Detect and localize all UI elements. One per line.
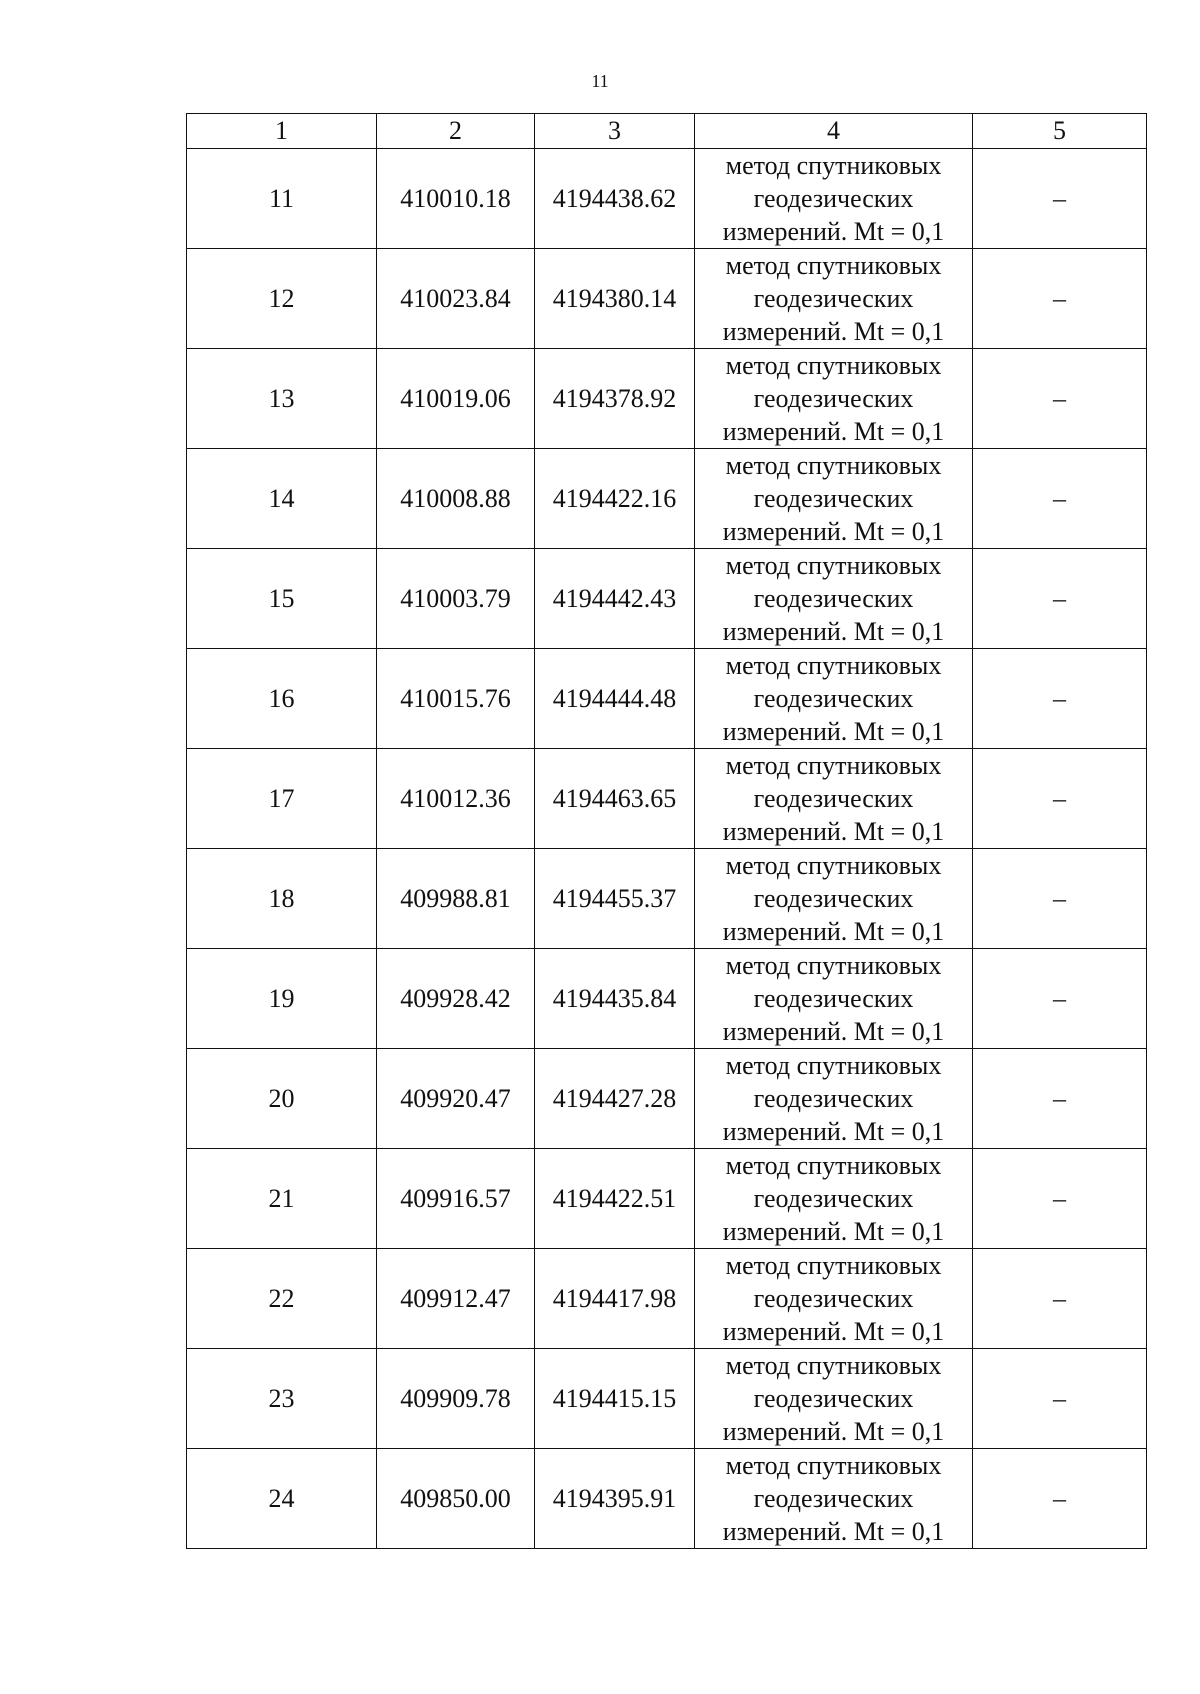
coord-y: 4194422.16 <box>535 449 695 549</box>
method-line-3: измерений. Mt = 0,1 <box>722 517 945 546</box>
coord-x: 410023.84 <box>377 249 535 349</box>
method-line-1: метод спутниковых <box>725 951 942 980</box>
coord-x: 410003.79 <box>377 549 535 649</box>
point-number: 20 <box>187 1049 377 1149</box>
method-line-1: метод спутниковых <box>725 251 942 280</box>
table-row <box>187 249 1147 349</box>
coord-x: 410008.88 <box>377 449 535 549</box>
coord-y: 4194435.84 <box>535 949 695 1049</box>
coord-y: 4194417.98 <box>535 1249 695 1349</box>
table-row <box>187 849 1147 949</box>
header-col-4: 4 <box>695 114 973 149</box>
method-cell <box>695 649 973 749</box>
note-cell: – <box>973 449 1147 549</box>
coord-y: 4194415.15 <box>535 1349 695 1449</box>
method-line-3: измерений. Mt = 0,1 <box>722 317 945 346</box>
method-line-2: геодезических <box>753 584 914 613</box>
method-cell <box>695 349 973 449</box>
method-line-1: метод спутниковых <box>725 551 942 580</box>
coord-x: 409850.00 <box>377 1449 535 1549</box>
coord-y: 4194455.37 <box>535 849 695 949</box>
point-number: 16 <box>187 649 377 749</box>
coord-x: 409909.78 <box>377 1349 535 1449</box>
point-number: 17 <box>187 749 377 849</box>
note-cell: – <box>973 349 1147 449</box>
method-line-2: геодезических <box>753 484 914 513</box>
method-line-1: метод спутниковых <box>725 651 942 680</box>
method-line-1: метод спутниковых <box>725 451 942 480</box>
coord-x: 409928.42 <box>377 949 535 1049</box>
method-line-3: измерений. Mt = 0,1 <box>722 1117 945 1146</box>
coord-y: 4194380.14 <box>535 249 695 349</box>
table-row <box>187 649 1147 749</box>
method-cell <box>695 249 973 349</box>
method-line-2: геодезических <box>753 1384 914 1413</box>
table-row <box>187 1249 1147 1349</box>
method-line-3: измерений. Mt = 0,1 <box>722 917 945 946</box>
coord-x: 409920.47 <box>377 1049 535 1149</box>
method-line-3: измерений. Mt = 0,1 <box>722 1517 945 1546</box>
method-line-1: метод спутниковых <box>725 851 942 880</box>
coord-y: 4194463.65 <box>535 749 695 849</box>
method-cell <box>695 149 973 249</box>
table-row <box>187 1449 1147 1549</box>
table-header <box>187 114 1147 149</box>
method-line-2: геодезических <box>753 684 914 713</box>
note-cell: – <box>973 849 1147 949</box>
method-cell <box>695 1449 973 1549</box>
method-line-2: геодезических <box>753 1484 914 1513</box>
header-row <box>187 114 1147 149</box>
coord-y: 4194422.51 <box>535 1149 695 1249</box>
note-cell: – <box>973 1149 1147 1249</box>
method-line-1: метод спутниковых <box>725 151 942 180</box>
coord-x: 410015.76 <box>377 649 535 749</box>
method-line-1: метод спутниковых <box>725 1151 942 1180</box>
method-cell <box>695 549 973 649</box>
method-cell <box>695 1249 973 1349</box>
note-cell: – <box>973 1249 1147 1349</box>
point-number: 12 <box>187 249 377 349</box>
method-line-3: измерений. Mt = 0,1 <box>722 417 945 446</box>
coordinates-table <box>186 113 1147 1549</box>
point-number: 18 <box>187 849 377 949</box>
coord-y: 4194442.43 <box>535 549 695 649</box>
table-row <box>187 549 1147 649</box>
coord-x: 409912.47 <box>377 1249 535 1349</box>
point-number: 13 <box>187 349 377 449</box>
method-line-1: метод спутниковых <box>725 1451 942 1480</box>
coord-y: 4194438.62 <box>535 149 695 249</box>
note-cell: – <box>973 1449 1147 1549</box>
coord-y: 4194444.48 <box>535 649 695 749</box>
method-cell <box>695 449 973 549</box>
method-line-3: измерений. Mt = 0,1 <box>722 717 945 746</box>
method-line-2: геодезических <box>753 984 914 1013</box>
table-row <box>187 149 1147 249</box>
point-number: 14 <box>187 449 377 549</box>
point-number: 24 <box>187 1449 377 1549</box>
coord-x: 409988.81 <box>377 849 535 949</box>
coord-x: 410012.36 <box>377 749 535 849</box>
coord-y: 4194395.91 <box>535 1449 695 1549</box>
table-row <box>187 449 1147 549</box>
note-cell: – <box>973 549 1147 649</box>
point-number: 21 <box>187 1149 377 1249</box>
method-line-2: геодезических <box>753 784 914 813</box>
method-line-3: измерений. Mt = 0,1 <box>722 1317 945 1346</box>
method-cell <box>695 749 973 849</box>
table-row <box>187 749 1147 849</box>
point-number: 15 <box>187 549 377 649</box>
method-line-2: геодезических <box>753 1284 914 1313</box>
method-line-1: метод спутниковых <box>725 1351 942 1380</box>
table-row <box>187 949 1147 1049</box>
header-col-2: 2 <box>377 114 535 149</box>
note-cell: – <box>973 149 1147 249</box>
method-line-1: метод спутниковых <box>725 1251 942 1280</box>
coord-y: 4194427.28 <box>535 1049 695 1149</box>
method-line-2: геодезических <box>753 1184 914 1213</box>
method-line-3: измерений. Mt = 0,1 <box>722 1217 945 1246</box>
coord-x: 410010.18 <box>377 149 535 249</box>
method-line-1: метод спутниковых <box>725 1051 942 1080</box>
method-line-3: измерений. Mt = 0,1 <box>722 817 945 846</box>
point-number: 23 <box>187 1349 377 1449</box>
method-line-2: геодезических <box>753 1084 914 1113</box>
table-body <box>187 149 1147 1549</box>
method-line-2: геодезических <box>753 284 914 313</box>
coord-x: 410019.06 <box>377 349 535 449</box>
point-number: 11 <box>187 149 377 249</box>
table-row <box>187 1149 1147 1249</box>
page-number: 11 <box>591 71 609 91</box>
coord-x: 409916.57 <box>377 1149 535 1249</box>
table-row <box>187 349 1147 449</box>
note-cell: – <box>973 249 1147 349</box>
point-number: 19 <box>187 949 377 1049</box>
method-line-3: измерений. Mt = 0,1 <box>722 1417 945 1446</box>
method-line-3: измерений. Mt = 0,1 <box>722 617 945 646</box>
table-row <box>187 1349 1147 1449</box>
header-col-5: 5 <box>973 114 1147 149</box>
table-row <box>187 1049 1147 1149</box>
note-cell: – <box>973 949 1147 1049</box>
note-cell: – <box>973 749 1147 849</box>
method-line-1: метод спутниковых <box>725 351 942 380</box>
method-line-2: геодезических <box>753 384 914 413</box>
method-cell <box>695 1349 973 1449</box>
note-cell: – <box>973 1049 1147 1149</box>
method-line-3: измерений. Mt = 0,1 <box>722 1017 945 1046</box>
method-cell <box>695 849 973 949</box>
note-cell: – <box>973 1349 1147 1449</box>
header-col-3: 3 <box>535 114 695 149</box>
method-line-2: геодезических <box>753 184 914 213</box>
method-line-2: геодезических <box>753 884 914 913</box>
header-col-1: 1 <box>187 114 377 149</box>
coord-y: 4194378.92 <box>535 349 695 449</box>
method-cell <box>695 1149 973 1249</box>
method-line-1: метод спутниковых <box>725 751 942 780</box>
method-cell <box>695 1049 973 1149</box>
method-cell <box>695 949 973 1049</box>
note-cell: – <box>973 649 1147 749</box>
method-line-3: измерений. Mt = 0,1 <box>722 217 945 246</box>
point-number: 22 <box>187 1249 377 1349</box>
